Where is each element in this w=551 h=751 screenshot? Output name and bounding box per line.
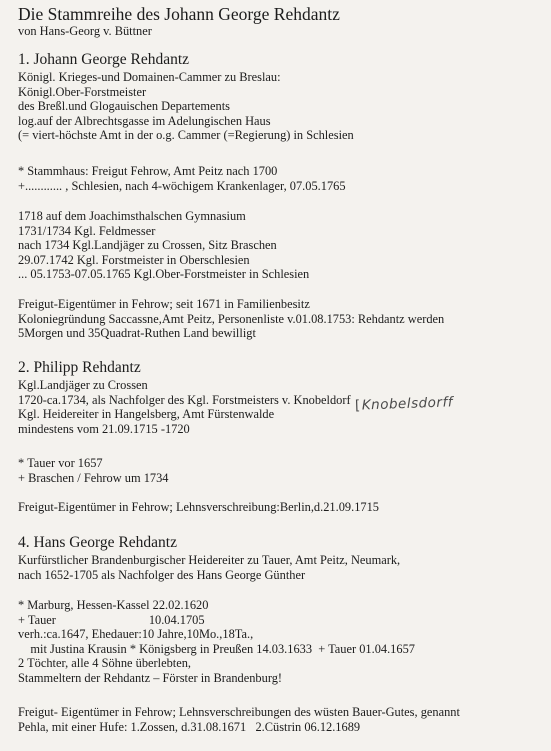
text-line: Kgl. Heidereiter in Hangelsberg, Amt Fürstenwalde [18, 407, 275, 421]
text-line: Pehla, mit einer Hufe: 1.Zossen, d.31.08.1671 2.Cüstrin 06.12.1689 [18, 719, 361, 734]
text-line: * Marburg, Hessen-Kassel 22.02.1620 [18, 598, 209, 612]
section-heading-1 [18, 51, 543, 69]
section-1-property [18, 297, 543, 341]
heading-philipp: 2. Philipp Rehdantz [18, 359, 141, 376]
text-line: 5Morgen und 35Quadrat-Ruthen Land bewilligt [18, 326, 256, 340]
text-line: +............ , Schlesien, nach 4-wöchigem Krankenlager, 07.05.1765 [18, 178, 346, 193]
text-line: nach 1652-1705 als Nachfolger des Hans George Günther [18, 567, 306, 582]
heading-hans-george: 4. Hans George Rehdantz [18, 534, 177, 551]
text-line: + Braschen / Fehrow um 1734 [18, 470, 169, 485]
heading-johann-george: 1. Johann George Rehdantz [18, 51, 190, 68]
section-4-property [18, 705, 543, 734]
section-heading-2 [18, 359, 543, 377]
section-1-career [18, 209, 543, 282]
text-line: (= viert-höchste Amt in der o.g. Cammer (=Regierung) in Schlesien [18, 128, 354, 142]
text-line: Königl.Ober-Forstmeister [18, 84, 147, 99]
section-heading-4 [18, 534, 543, 552]
document-header [18, 4, 543, 39]
section-1-vital [18, 164, 543, 193]
text-line: Freigut- Eigentümer in Fehrow; Lehnsverschreibungen des wüsten Bauer-Gutes, genannt [18, 705, 460, 719]
text-line: Stammeltern der Rehdantz – Förster in Brandenburg! [18, 670, 283, 685]
text-line: 1718 auf dem Joachimsthalschen Gymnasium [18, 209, 246, 223]
text-line: ... 05.1753-07.05.1765 Kgl.Ober-Forstmeister in Schlesien [18, 267, 310, 281]
section-2-vital [18, 456, 543, 485]
text-line: Kgl.Landjäger zu Crossen [18, 378, 148, 392]
text-line: mit Justina Krausin * Königsberg in Preußen 14.03.1633 + Tauer 01.04.1657 [18, 641, 415, 656]
text-line: nach 1734 Kgl.Landjäger zu Crossen, Sitz Braschen [18, 238, 277, 252]
text-line: Kurfürstlicher Brandenburgischer Heidereiter zu Tauer, Amt Peitz, Neumark, [18, 553, 401, 567]
text-line: verh.:ca.1647, Ehedauer:10 Jahre,10Mo.,18Ta., [18, 627, 254, 641]
text-line: mindestens vom 21.09.1715 -1720 [18, 421, 190, 436]
text-line: Königl. Krieges-und Domainen-Cammer zu Breslau: [18, 70, 281, 84]
section-1-offices [18, 70, 543, 143]
text-line: 1731/1734 Kgl. Feldmesser [18, 223, 156, 238]
text-line: * Stammhaus: Freigut Fehrow, Amt Peitz nach 1700 [18, 164, 278, 178]
handwritten-annotation: [Knobelsdorff [354, 394, 454, 414]
text-line: 29.07.1742 Kgl. Forstmeister in Oberschlesien [18, 252, 250, 267]
text-line: log.auf der Albrechtsgasse im Adelungischen Haus [18, 113, 271, 128]
section-4-offices [18, 553, 543, 582]
section-2-property [18, 500, 543, 515]
text-line: 1720-ca.1734, als Nachfolger des Kgl. Forstmeisters v. Knobeldorf [18, 392, 351, 407]
text-line: Freigut-Eigentümer in Fehrow; seit 1671 in Familienbesitz [18, 297, 310, 311]
text-line: Freigut-Eigentümer in Fehrow; Lehnsverschreibung:Berlin,d.21.09.1715 [18, 500, 379, 514]
document-title: Die Stammreihe des Johann George Rehdantz [18, 4, 340, 24]
handwritten-annotation-text: Knobelsdorff [361, 394, 454, 414]
text-line: des Breßl.und Glogauischen Departements [18, 99, 230, 113]
document-author: von Hans-Georg v. Büttner [18, 24, 152, 38]
text-line: + Tauer 10.04.1705 [18, 612, 205, 627]
text-line: Koloniegründung Saccassne,Amt Peitz, Personenliste v.01.08.1753: Rehdantz werden [18, 311, 445, 326]
section-4-vital [18, 598, 543, 685]
text-line: * Tauer vor 1657 [18, 456, 103, 470]
text-line: 2 Töchter, alle 4 Söhne überlebten, [18, 656, 192, 670]
section-2-offices [18, 378, 543, 436]
